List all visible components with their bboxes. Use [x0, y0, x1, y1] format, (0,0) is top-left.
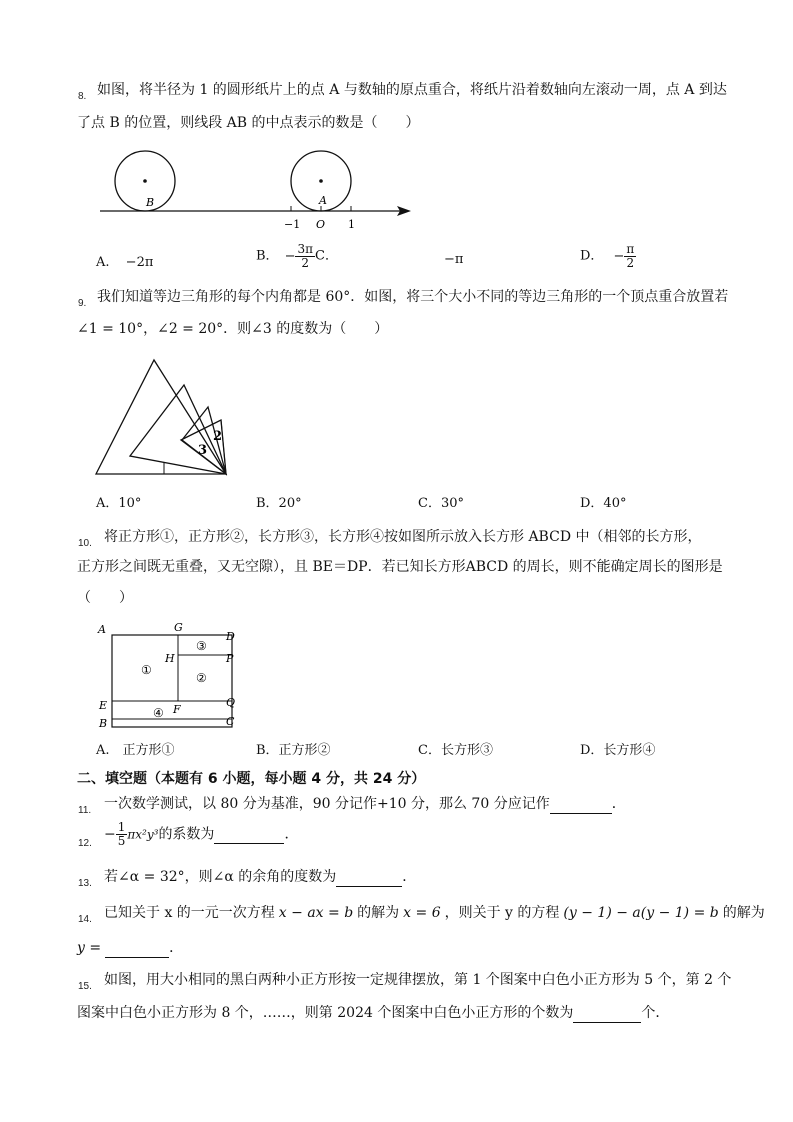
q14-text-line1 — [104, 904, 765, 922]
q15-text-2a: 图案中白色小正方形为 8 个，……，则第 2024 个图案中白色小正方形的个数为 — [77, 1005, 574, 1021]
label-square-1: ① — [141, 663, 152, 677]
q8-option-c-label: C． — [315, 248, 338, 264]
label-q: Q — [226, 696, 236, 709]
q12-answer-blank[interactable] — [214, 825, 284, 844]
q8-text-line2: 了点 B 的位置，则线段 AB 的中点表示的数是（ ） — [77, 115, 420, 131]
q8-option-d-sign: − — [613, 248, 625, 264]
q8-option-d-numerator: π — [626, 242, 635, 256]
q15-text-2b: 个． — [641, 1005, 670, 1021]
q14-text-line2 — [77, 939, 183, 958]
q10-number: 10. — [78, 538, 92, 549]
label-d: D — [226, 630, 235, 643]
q14-text-1b: 的解为 — [357, 905, 400, 921]
q11-answer-blank[interactable] — [550, 795, 612, 814]
q9-option-a[interactable]: A．10° — [96, 496, 142, 511]
q8-option-a-value: −2π — [125, 255, 154, 270]
label-h: H — [165, 652, 175, 665]
q14-equation-3: (y − 1) − a(y − 1) = b — [563, 905, 719, 921]
angle-3-label: 3 — [198, 443, 208, 458]
q14-equation-2: x = 6 — [403, 905, 441, 921]
q12-text-b: ． — [284, 826, 299, 843]
q8-option-b-numerator: 3π — [297, 242, 313, 256]
label-b: B — [146, 196, 155, 209]
q9-text-line2: ∠1 = 10°，∠2 = 20°．则∠3 的度数为（ ） — [77, 321, 389, 337]
q12-sign: − — [104, 826, 116, 843]
q14-text-1a: 已知关于 x 的一元一次方程 — [104, 905, 275, 921]
q12-text-a: 的系数为 — [158, 826, 215, 843]
q15-answer-blank[interactable] — [573, 1004, 641, 1023]
q12-expression: πx²y³ — [127, 827, 159, 842]
q14-equation-1: x − ax = b — [278, 905, 354, 921]
rectangle-abcd — [112, 635, 232, 727]
q10-rectangle-figure — [95, 620, 245, 732]
q8-option-c-value[interactable]: −π — [444, 252, 464, 267]
q12-fraction-denominator: 5 — [117, 834, 126, 848]
q9-option-d[interactable]: D．40° — [580, 496, 627, 511]
q10-text-line2: 正方形之间既无重叠，又无空隙），且 BE＝DP．若已知长方形ABCD 的周长，则不能确定周长的图形是 — [77, 559, 723, 575]
section-2-title: 二、填空题（本题有 6 小题，每小题 4 分，共 24 分） — [77, 771, 426, 787]
q14-text-2b: ． — [169, 940, 184, 956]
q8-option-d[interactable] — [580, 243, 636, 270]
q9-option-c[interactable]: C．30° — [418, 496, 464, 511]
q9-option-b[interactable]: B．20° — [256, 496, 302, 511]
label-o: O — [316, 218, 326, 231]
q13-text-a: 若∠α = 32°，则∠α 的余角的度数为 — [104, 869, 337, 885]
circle-b-center — [143, 179, 147, 183]
q15-text-line1: 如图，用大小相同的黑白两种小正方形按一定规律摆放，第 1 个图案中白色小正方形为 5 个，第 2 个 — [104, 972, 732, 988]
label-rect-3: ③ — [196, 639, 207, 653]
q14-text-1d: 的解为 — [722, 905, 765, 921]
q13-number: 13. — [78, 878, 92, 889]
q10-option-a[interactable]: A. 正方形① — [96, 743, 175, 758]
q12-fraction-numerator: 1 — [117, 820, 126, 834]
q8-option-b-denominator: 2 — [301, 256, 310, 270]
q8-number: 8. — [78, 91, 87, 102]
q8-option-d-fraction — [624, 243, 636, 270]
q15-number: 15. — [78, 981, 92, 992]
q8-number-line-figure — [95, 148, 425, 238]
label-rect-4: ④ — [153, 706, 164, 720]
q13-text-b: ． — [402, 869, 417, 885]
q8-option-d-label: D． — [580, 248, 604, 264]
q11-number: 11. — [78, 805, 92, 816]
q15-text-line2 — [77, 1004, 669, 1023]
circle-origin-center — [319, 179, 323, 183]
q8-text-line1: 如图，将半径为 1 的圆形纸片上的点 A 与数轴的原点重合，将纸片沿着数轴向左滚动一周，点 A 到达 — [97, 82, 727, 98]
q10-text-line1: 将正方形①，正方形②，长方形③，长方形④按如图所示放入长方形 ABCD 中（相邻的长方形， — [104, 529, 702, 545]
q10-option-b[interactable]: B．正方形② — [256, 743, 331, 758]
label-c: C — [226, 715, 235, 728]
label-p: P — [226, 652, 234, 665]
angle-2-label: 2 — [213, 429, 223, 444]
label-f: F — [173, 703, 181, 716]
label-one: 1 — [348, 218, 355, 231]
q12-text — [104, 821, 298, 848]
q9-text-line1: 我们知道等边三角形的每个内角都是 60°．如图，将三个大小不同的等边三角形的一个顶点重合放置若 — [97, 289, 729, 305]
q12-number: 12. — [78, 838, 92, 849]
q14-answer-blank[interactable] — [105, 939, 169, 958]
q10-text-line3: （ ） — [77, 590, 133, 606]
q14-number: 14. — [78, 914, 92, 925]
q9-triangles-figure — [88, 352, 238, 482]
q12-fraction — [116, 821, 128, 848]
q14-text-1c: ，则关于 y 的方程 — [444, 905, 560, 921]
q8-option-a-label: A. — [96, 255, 110, 270]
q8-option-b-sign: − — [284, 248, 296, 264]
q8-option-b[interactable] — [256, 243, 338, 270]
label-e: E — [99, 699, 108, 712]
q14-text-2a: y = — [77, 940, 102, 956]
q13-text — [104, 868, 416, 887]
q8-option-a[interactable] — [96, 255, 153, 271]
label-b: B — [99, 717, 108, 730]
q11-text-a: 一次数学测试，以 80 分为基准，90 分记作+10 分，那么 70 分应记作 — [104, 796, 550, 812]
q10-option-c[interactable]: C．长方形③ — [418, 743, 493, 758]
q10-option-d[interactable]: D．长方形④ — [580, 743, 656, 758]
label-neg1: −1 — [284, 218, 301, 231]
q11-text — [104, 795, 626, 814]
label-a: A — [319, 194, 327, 207]
q9-number: 9. — [78, 298, 87, 309]
label-square-2: ② — [196, 671, 207, 685]
q8-option-b-fraction — [295, 243, 315, 270]
label-a: A — [98, 623, 106, 636]
q8-option-d-denominator: 2 — [626, 256, 635, 270]
q8-option-b-label: B． — [256, 248, 279, 264]
q13-answer-blank[interactable] — [336, 868, 402, 887]
label-g: G — [174, 621, 183, 634]
q11-text-b: ． — [611, 796, 626, 812]
